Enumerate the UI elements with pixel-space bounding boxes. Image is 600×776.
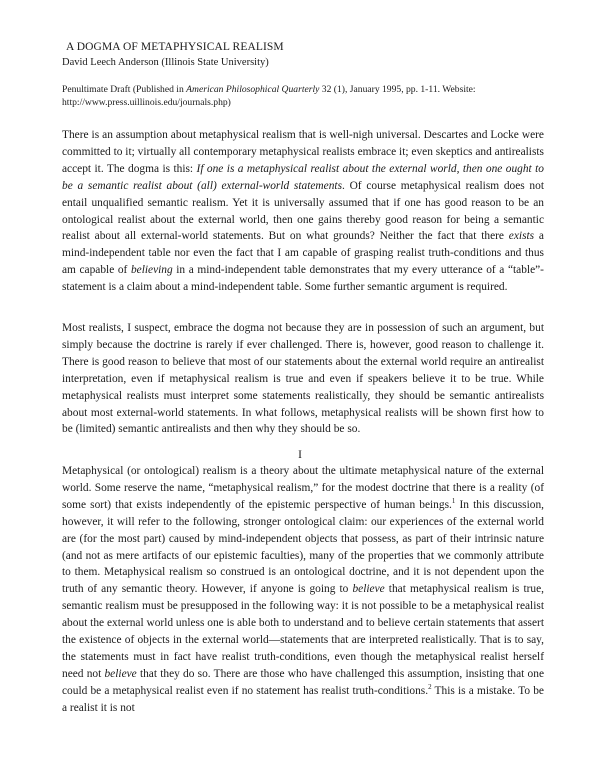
p3-text-d: that they do so. There are those who have challenged this assumption, insisting that one could be a metaphysical realist even if no statement has realist truth-conditions. [62, 667, 544, 697]
emphasis-believe-2: believe [104, 667, 137, 680]
p3-text-b: In this discussion, however, it will refer to the following, stronger ontological claim: our experiences of the external world are (for the most part) caused by mind-independent objects that possess, as part of their intrinsic nature (and not as mere artifacts of our epistemic faculties), many of the properties that we commonly attribute to them. Metaphysical realism so construed is an ontological doctrine, and it is not dependent upon the truth of any semantic theory. However, if anyone is going to [62, 498, 544, 596]
paragraph-3 [62, 463, 544, 717]
p1-text-a: There is an assumption about metaphysical realism that is well-nigh universal. Descartes and Locke were committed to it; virtually all contemporary metaphysical realists embrace it; even skeptics and antirealists accept it. The dogma is this: [62, 129, 544, 175]
journal-name: American Philosophical Quarterly [186, 84, 320, 95]
p3-text-c: that metaphysical realism is true, semantic realism must be presupposed in the following way: it is not possible to be a metaphysical realist about the external world unless one is able both to understand and to believe certain statements that assert the existence of objects in the external world—statements that are interpreted realistically. That is to say, the statements must in fact have realist truth-conditions, even though the metaphysical realist herself need not [62, 583, 544, 680]
p1-text-b: . Of course metaphysical realism does not entail unqualified semantic realism. Yet it is universally assumed that if one has good reason to be an ontological realist about the external world, then one gains thereby good reason for being a semantic realist about all external-world statements. But on what grounds? Neither the fact that there [62, 179, 544, 243]
p3-text-e: This is a mistake. To be a realist it is not [62, 684, 544, 714]
paragraph-2: Most realists, I suspect, embrace the dogma not because they are in possession of such an argument, but simply because the doctrine is rarely if ever challenged. There is, however, good reason to challenge it. There is good reason to believe that most of our statements about the external world require an antirealist interpretation, even if metaphysical realism is true and even if speakers believe it to be true. While metaphysical realists must interpret some statements realistically, they should be semantic antirealists about most external-world statements. In what follows, metaphysical realists will be shown first how to be (limited) semantic antirealists and then why they should be so. [62, 322, 544, 436]
footnote-ref-2[interactable]: 2 [428, 682, 432, 691]
paragraph-1 [62, 127, 544, 296]
publication-note [62, 83, 552, 109]
paper-title: A DOGMA OF METAPHYSICAL REALISM [66, 41, 284, 53]
emphasis-exists: exists [508, 230, 535, 243]
p1-text-c: a mind-independent table nor even the fact that I am capable of grasping realist truth-conditions and thus am capable of [62, 230, 544, 277]
dogma-statement: If one is a metaphysical realist about the external world, then one ought to be a semantic realist about (all) external-world statements [62, 162, 544, 192]
pub-prefix: Penultimate Draft (Published in [62, 84, 187, 95]
emphasis-believing: believing [130, 264, 173, 277]
pub-suffix: 32 (1), January 1995, pp. 1-11. Website: http://www.press.uillinois.edu/journals.php) [62, 84, 476, 108]
author-line: David Leech Anderson (Illinois State University) [62, 57, 269, 68]
p1-text-d: in a mind-independent table demonstrates that my every utterance of a “table”-statement is a claim about a mind-independent table. Some further semantic argument is required. [62, 264, 544, 294]
footnote-ref-1[interactable]: 1 [451, 497, 456, 506]
emphasis-believe-1: believe [352, 583, 385, 596]
section-heading: I [298, 449, 302, 461]
p3-text-a: Metaphysical (or ontological) realism is a theory about the ultimate metaphysical nature of the external world. Some reserve the name, “metaphysical realism,” for the modest doctrine that there is a reality (of some sort) that exists independently of the epistemic perspective of human beings. [62, 465, 544, 511]
